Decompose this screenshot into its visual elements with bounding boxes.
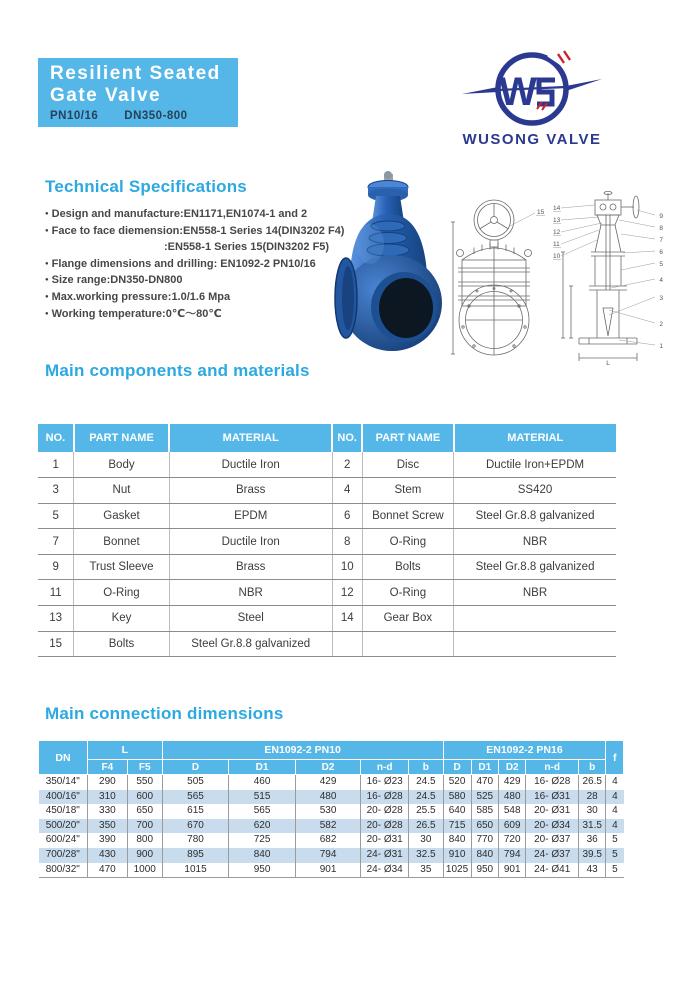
table-cell: 26.5: [578, 775, 605, 790]
table-cell: 470: [88, 863, 128, 878]
table-cell: 1: [38, 452, 74, 478]
col-no: NO.: [38, 424, 74, 452]
table-cell: 4: [606, 804, 624, 819]
table-cell: [332, 631, 362, 657]
table-cell: 725: [229, 833, 296, 848]
components-table: [38, 424, 616, 657]
table-cell: 620: [229, 819, 296, 834]
col-b: b: [578, 760, 605, 775]
col-pn10: EN1092-2 PN10: [162, 741, 443, 760]
table-cell: 16- Ø28: [526, 775, 579, 790]
col-d2: D2: [499, 760, 526, 775]
col-material: MATERIAL: [454, 424, 616, 452]
specs-list: [45, 206, 345, 322]
table-cell: 515: [229, 790, 296, 805]
table-cell: 5: [606, 833, 624, 848]
col-part-name: PART NAME: [74, 424, 169, 452]
front-callout-label: 15: [537, 209, 545, 216]
table-cell: 525: [471, 790, 498, 805]
table-cell: 500/20": [39, 819, 88, 834]
table-row: [38, 529, 616, 555]
table-cell: 290: [88, 775, 128, 790]
spec-item: ● Working temperature:0℃～80℃: [45, 306, 345, 323]
table-cell: 43: [578, 863, 605, 878]
table-cell: 24- Ø31: [361, 848, 409, 863]
callout-7: 7: [659, 237, 663, 244]
table-cell: Ductile Iron: [169, 452, 332, 478]
table-cell: [454, 631, 616, 657]
table-cell: 950: [471, 863, 498, 878]
table-cell: 480: [295, 790, 360, 805]
table-cell: 1015: [162, 863, 229, 878]
callout-13: 13: [553, 217, 561, 224]
table-cell: 430: [88, 848, 128, 863]
table-cell: 520: [443, 775, 471, 790]
table-cell: 840: [443, 833, 471, 848]
table-cell: Steel Gr.8.8 galvanized: [454, 554, 616, 580]
table-cell: 8: [332, 529, 362, 555]
table-cell: 10: [332, 554, 362, 580]
col-b: b: [409, 760, 443, 775]
col-n-d: n-d: [526, 760, 579, 775]
table-cell: 16- Ø28: [361, 790, 409, 805]
table-cell: 11: [38, 580, 74, 606]
table-row: [39, 775, 624, 790]
col-d1: D1: [229, 760, 296, 775]
size-range: DN350-800: [124, 110, 188, 122]
pressure-rating: PN10/16: [50, 110, 99, 122]
table-cell: Nut: [74, 478, 169, 504]
table-cell: Steel Gr.8.8 galvanized: [454, 503, 616, 529]
table-cell: 4: [606, 790, 624, 805]
callout-12: 12: [553, 229, 561, 236]
callout-9: 9: [659, 213, 663, 220]
table-cell: 609: [499, 819, 526, 834]
table-cell: 548: [499, 804, 526, 819]
table-cell: 800: [127, 833, 162, 848]
spec-item: ● Max.working pressure:1.0/1.6 Mpa: [45, 289, 345, 306]
table-cell: 24- Ø34: [361, 863, 409, 878]
callout-4: 4: [659, 277, 663, 284]
table-cell: 720: [499, 833, 526, 848]
table-cell: 3: [38, 478, 74, 504]
table-cell: 20- Ø28: [361, 819, 409, 834]
table-cell: 5: [606, 848, 624, 863]
table-cell: Ductile Iron: [169, 529, 332, 555]
table-cell: 800/32": [39, 863, 88, 878]
table-cell: 350: [88, 819, 128, 834]
table-cell: O-Ring: [362, 529, 453, 555]
callout-10: 10: [553, 253, 561, 260]
table-cell: 650: [471, 819, 498, 834]
table-cell: 840: [471, 848, 498, 863]
table-cell: 36: [578, 833, 605, 848]
length-dim-label: L: [606, 360, 610, 366]
table-cell: 24.5: [409, 775, 443, 790]
table-row: [38, 554, 616, 580]
table-cell: Key: [74, 606, 169, 632]
table-cell: 400/16": [39, 790, 88, 805]
callout-14: 14: [553, 205, 561, 212]
table-cell: 4: [606, 775, 624, 790]
table-cell: 582: [295, 819, 360, 834]
col-d2: D2: [295, 760, 360, 775]
col-f4: F4: [88, 760, 128, 775]
table-row: [39, 790, 624, 805]
table-cell: Bonnet Screw: [362, 503, 453, 529]
col-d: D: [162, 760, 229, 775]
table-cell: Disc: [362, 452, 453, 478]
col-material: MATERIAL: [169, 424, 332, 452]
table-row: [38, 503, 616, 529]
components-heading: Main components and materials: [45, 361, 310, 380]
callout-3: 3: [659, 295, 663, 302]
dimensions-header-row-2: [39, 760, 624, 775]
table-cell: 20- Ø28: [361, 804, 409, 819]
table-cell: 26.5: [409, 819, 443, 834]
callout-11: 11: [553, 241, 560, 248]
table-cell: 700: [127, 819, 162, 834]
table-cell: 640: [443, 804, 471, 819]
table-cell: 24.5: [409, 790, 443, 805]
table-cell: EPDM: [169, 503, 332, 529]
table-cell: 30: [409, 833, 443, 848]
table-cell: 550: [127, 775, 162, 790]
table-row: [39, 833, 624, 848]
table-row: [38, 631, 616, 657]
logo-monogram: W: [499, 70, 537, 114]
table-cell: Brass: [169, 554, 332, 580]
title-banner: [38, 58, 238, 127]
table-cell: 13: [38, 606, 74, 632]
table-cell: 7: [38, 529, 74, 555]
callout-6: 6: [659, 249, 663, 256]
col-n-d: n-d: [361, 760, 409, 775]
col-d: D: [443, 760, 471, 775]
table-cell: Gasket: [74, 503, 169, 529]
table-cell: 794: [295, 848, 360, 863]
table-row: [38, 580, 616, 606]
table-row: [38, 606, 616, 632]
table-cell: 950: [229, 863, 296, 878]
table-cell: 580: [443, 790, 471, 805]
table-cell: 565: [229, 804, 296, 819]
table-cell: 32.5: [409, 848, 443, 863]
table-cell: 5: [38, 503, 74, 529]
table-cell: 530: [295, 804, 360, 819]
table-cell: Body: [74, 452, 169, 478]
spec-item: :EN558-1 Series 15(DIN3202 F5): [164, 241, 330, 254]
table-cell: 4: [606, 819, 624, 834]
table-cell: 780: [162, 833, 229, 848]
table-cell: 330: [88, 804, 128, 819]
table-cell: 31.5: [578, 819, 605, 834]
table-cell: 505: [162, 775, 229, 790]
table-cell: 450/18": [45, 805, 80, 817]
table-cell: 715: [443, 819, 471, 834]
table-cell: NBR: [454, 580, 616, 606]
table-cell: 20- Ø31: [361, 833, 409, 848]
col-l: L: [88, 741, 163, 760]
table-cell: 25.5: [409, 804, 443, 819]
product-title-line1: Resilient Seated: [50, 63, 221, 84]
callout-5: 5: [659, 261, 663, 268]
table-cell: O-Ring: [362, 580, 453, 606]
table-row: [39, 848, 624, 863]
table-cell: Steel: [169, 606, 332, 632]
table-cell: Bolts: [74, 631, 169, 657]
table-cell: 794: [499, 848, 526, 863]
table-cell: 910: [443, 848, 471, 863]
table-cell: 700/28": [39, 848, 88, 863]
table-cell: 840: [229, 848, 296, 863]
spec-item: ● Face to face diemension:EN558-1 Series 14(DIN3202 F4): [45, 223, 345, 240]
table-cell: 28: [578, 790, 605, 805]
col-f5: F5: [127, 760, 162, 775]
table-cell: 14: [332, 606, 362, 632]
table-cell: 770: [471, 833, 498, 848]
table-cell: 895: [162, 848, 229, 863]
table-cell: 615: [162, 804, 229, 819]
callout-1: 1: [659, 343, 663, 350]
table-cell: SS420: [454, 478, 616, 504]
col-dn: DN: [39, 741, 88, 775]
table-cell: 682: [295, 833, 360, 848]
spec-item: ● Design and manufacture:EN1171,EN1074-1 and 2: [45, 206, 345, 223]
brand-name: WUSONG VALVE: [462, 131, 602, 148]
table-cell: 429: [295, 775, 360, 790]
table-cell: Gear Box: [362, 606, 453, 632]
table-cell: 600/24": [45, 834, 80, 846]
table-cell: Trust Sleeve: [74, 554, 169, 580]
table-cell: Bonnet: [74, 529, 169, 555]
col-no: NO.: [332, 424, 362, 452]
spec-item: ● Flange dimensions and drilling: EN1092-2 PN10/16: [45, 256, 345, 273]
table-cell: 20- Ø37: [526, 833, 579, 848]
section-callouts-right: [609, 210, 663, 350]
table-cell: 470: [471, 775, 498, 790]
wusong-logo-icon: [460, 42, 604, 134]
table-row: [38, 478, 616, 504]
table-cell: 650: [127, 804, 162, 819]
table-cell: 16- Ø31: [526, 790, 579, 805]
table-cell: 1025: [443, 863, 471, 878]
table-cell: 9: [38, 554, 74, 580]
table-row: [39, 819, 624, 834]
dimensions-table: [38, 740, 624, 878]
valve-photo: [332, 170, 448, 356]
table-cell: NBR: [169, 580, 332, 606]
table-cell: 480: [499, 790, 526, 805]
table-cell: Steel Gr.8.8 galvanized: [169, 631, 332, 657]
table-cell: 16- Ø23: [361, 775, 409, 790]
table-cell: Stem: [362, 478, 453, 504]
table-row: [38, 452, 616, 478]
callout-2: 2: [659, 321, 663, 328]
table-cell: Bolts: [362, 554, 453, 580]
valve-section-drawing: [549, 190, 667, 366]
table-cell: 600: [127, 790, 162, 805]
table-cell: 39.5: [578, 848, 605, 863]
valve-front-drawing: [447, 196, 549, 360]
callout-8: 8: [659, 225, 663, 232]
col-d1: D1: [471, 760, 498, 775]
table-cell: Ductile Iron+EPDM: [454, 452, 616, 478]
table-cell: NBR: [454, 529, 616, 555]
table-cell: 429: [499, 775, 526, 790]
table-cell: 20- Ø34: [526, 819, 579, 834]
col-f: f: [606, 741, 624, 775]
table-cell: 350/14": [45, 776, 80, 787]
components-header-row: [38, 424, 616, 452]
table-cell: 2: [332, 452, 362, 478]
table-cell: 670: [162, 819, 229, 834]
table-cell: 565: [162, 790, 229, 805]
table-cell: 310: [88, 790, 128, 805]
table-cell: 15: [38, 631, 74, 657]
title-subline: [50, 110, 238, 122]
product-title-line2: Gate Valve: [50, 85, 162, 106]
table-cell: 6: [332, 503, 362, 529]
table-cell: 35: [409, 863, 443, 878]
col-pn16: EN1092-2 PN16: [443, 741, 606, 760]
table-cell: O-Ring: [74, 580, 169, 606]
table-cell: 460: [229, 775, 296, 790]
table-cell: 390: [88, 833, 128, 848]
col-part-name: PART NAME: [362, 424, 453, 452]
table-cell: Brass: [169, 478, 332, 504]
table-cell: 900: [127, 848, 162, 863]
table-cell: 1000: [127, 863, 162, 878]
table-cell: [362, 631, 453, 657]
table-cell: 4: [332, 478, 362, 504]
specs-heading: Technical Specifications: [45, 177, 247, 196]
table-cell: 24- Ø37: [526, 848, 579, 863]
table-cell: 585: [471, 804, 498, 819]
table-cell: 20- Ø31: [526, 804, 579, 819]
dimensions-heading: Main connection dimensions: [45, 704, 284, 723]
table-cell: 12: [332, 580, 362, 606]
table-cell: 901: [499, 863, 526, 878]
table-cell: 24- Ø41: [526, 863, 579, 878]
table-row: [39, 804, 624, 819]
spec-item: ● Size range:DN350-DN800: [45, 272, 345, 289]
table-cell: 5: [606, 863, 624, 878]
table-row: [39, 863, 624, 878]
table-cell: 30: [578, 804, 605, 819]
table-cell: 901: [295, 863, 360, 878]
table-cell: [454, 606, 616, 632]
dimensions-header-row-1: [39, 741, 624, 760]
